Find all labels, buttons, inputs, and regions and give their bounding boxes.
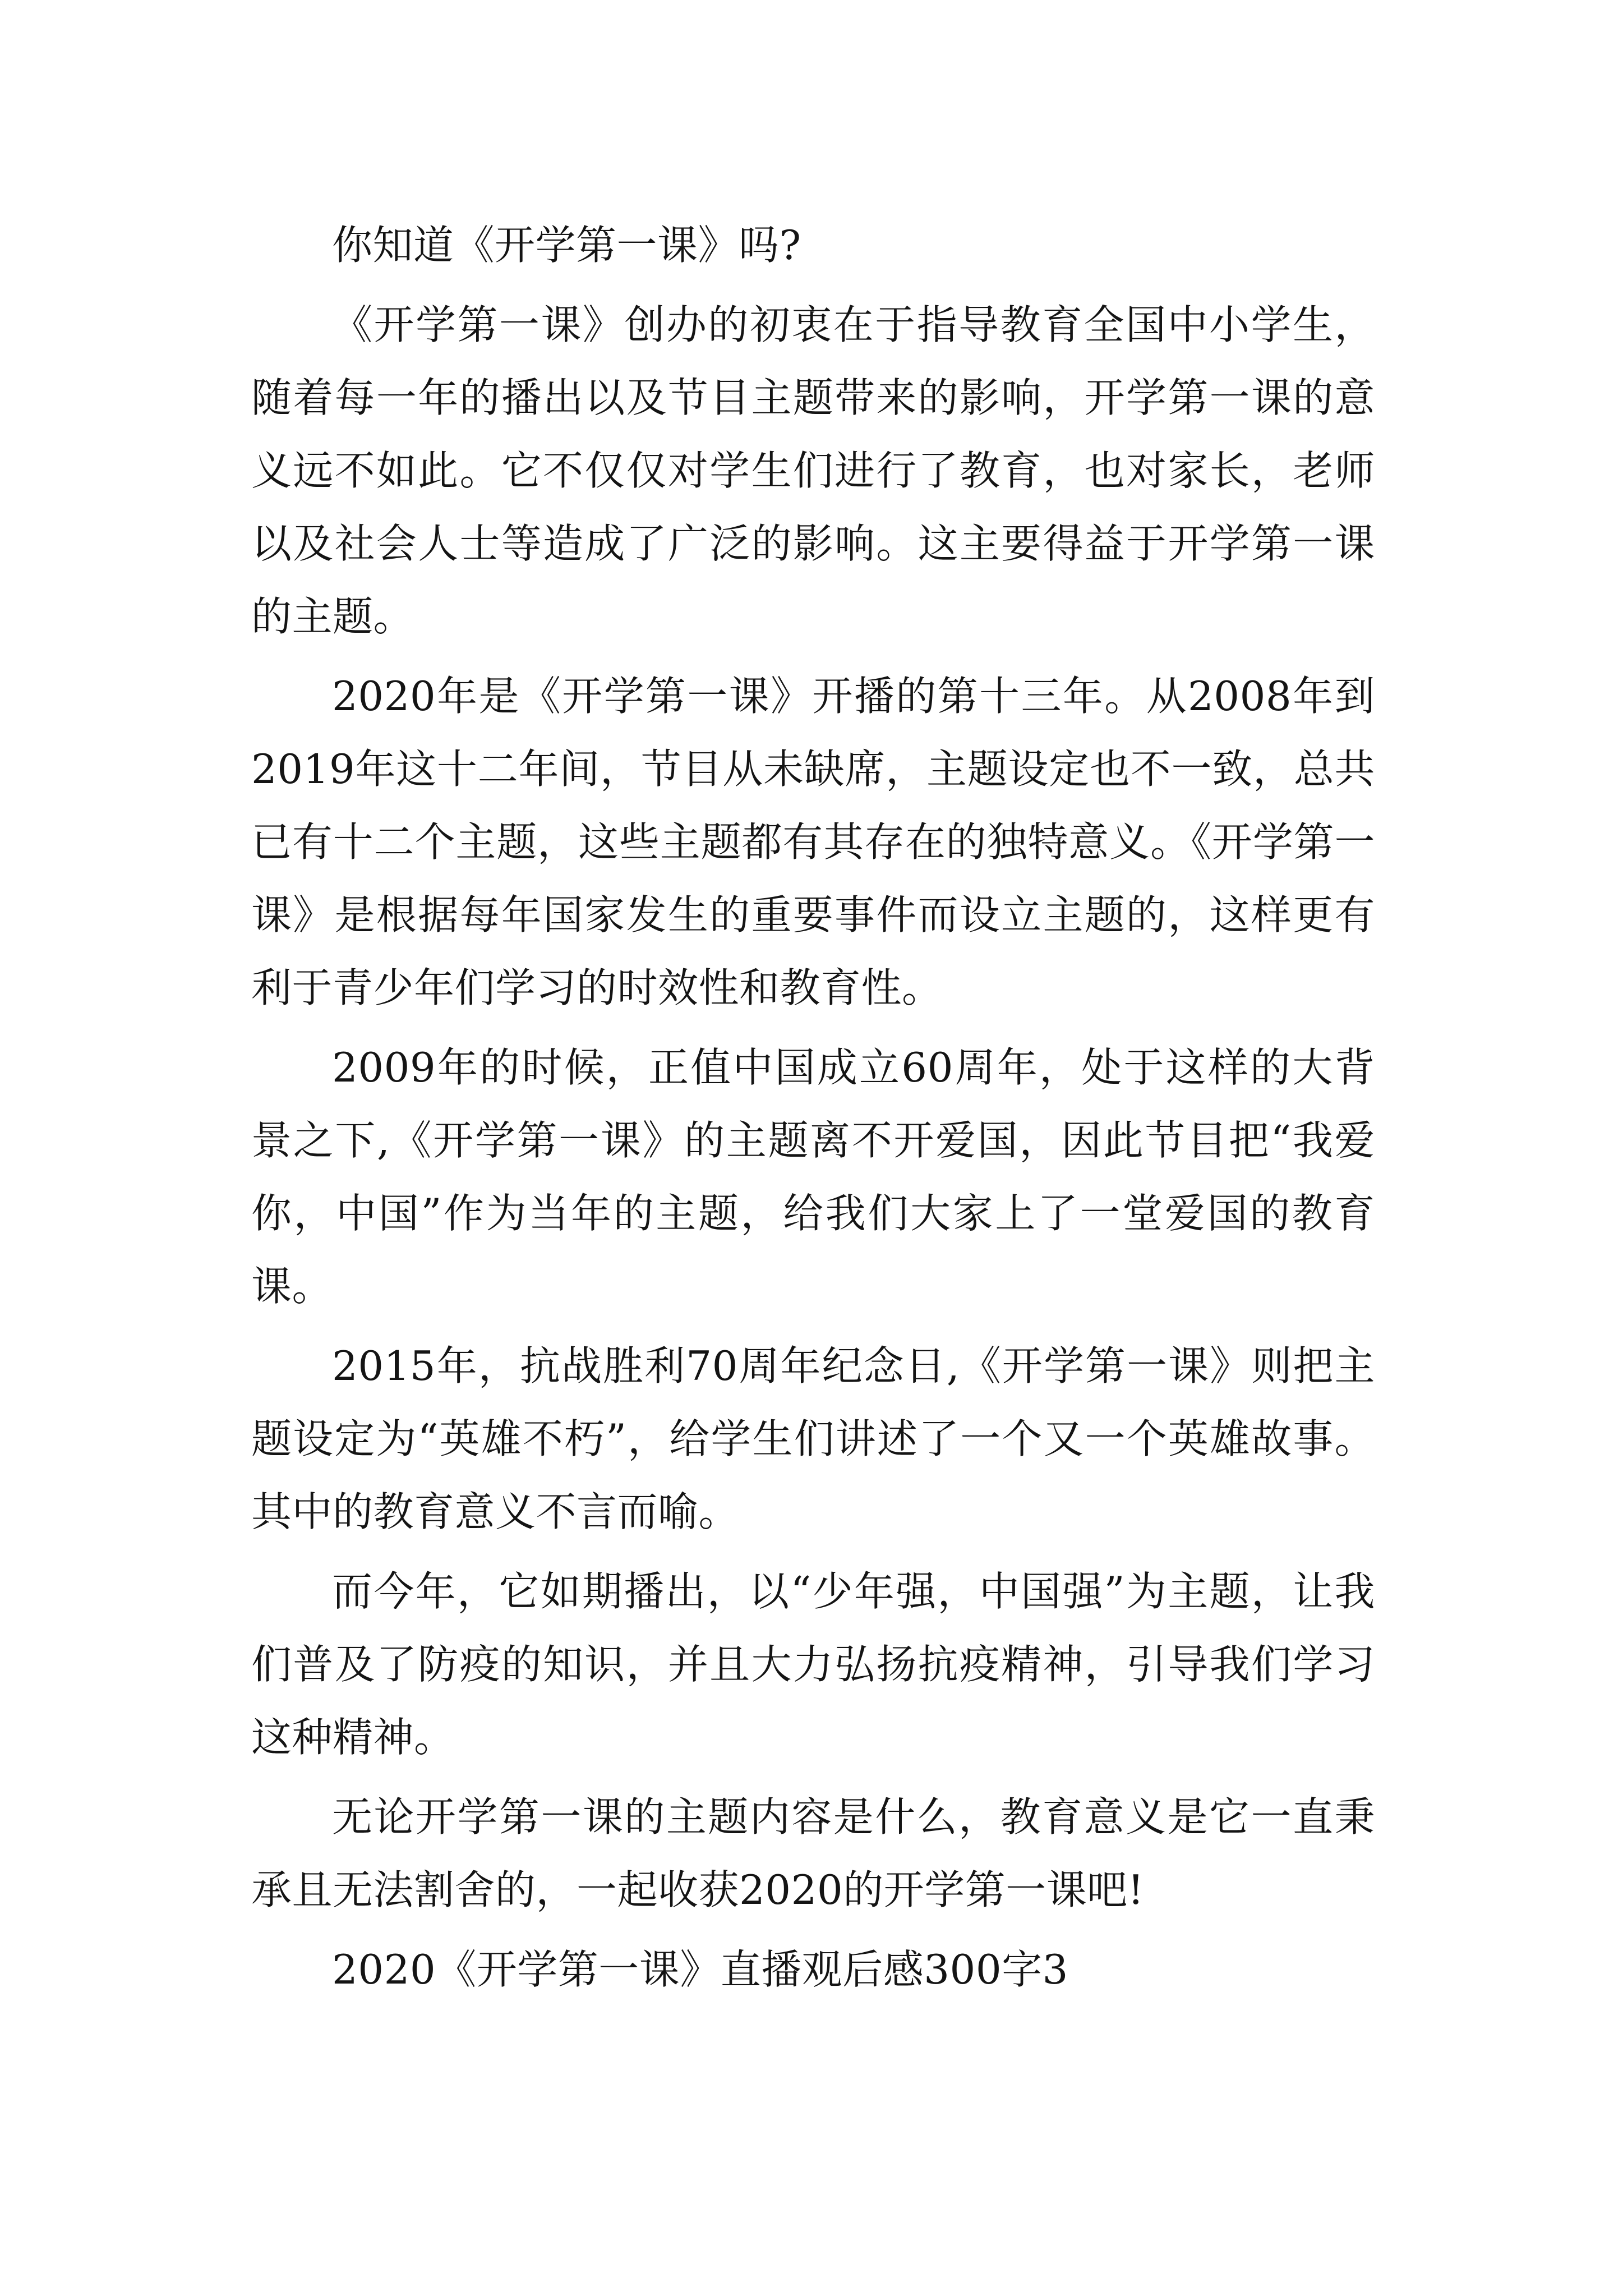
section-heading: 2020《开学第一课》直播观后感300字3 — [332, 1946, 1068, 1993]
paragraph-origin: 《开学第一课》创办的初衷在于指导教育全国中小学生，随着每一年的播出以及节目主题带来的影响，开学第一课的意义远不如此。它不仅仅对学生们进行了教育，也对家长，老师以及社会人士等造成了广泛的影响。这主要得益于开学第一课的主题。 — [251, 301, 1375, 640]
paragraph-history: 2020年是《开学第一课》开播的第十三年。从2008年到2019年这十二年间，节目从未缺席，主题设定也不一致，总共已有十二个主题，这些主题都有其存在的独特意义。《开学第一课》是根据每年国家发生的重要事件而设立主题的，这样更有利于青少年们学习的时效性和教育性。 — [251, 673, 1375, 1011]
paragraph-2015: 2015年，抗战胜利70周年纪念日,《开学第一课》则把主题设定为“英雄不朽”，给学生们讲述了一个又一个英雄故事。其中的教育意义不言而喻。 — [251, 1342, 1375, 1535]
paragraph-2009: 2009年的时候，正值中国成立60周年，处于这样的大背景之下,《开学第一课》的主题离不开爱国，因此节目把“我爱你，中国”作为当年的主题，给我们大家上了一堂爱国的教育课。 — [251, 1044, 1375, 1310]
paragraph-conclusion: 无论开学第一课的主题内容是什么，教育意义是它一直秉承且无法割舍的，一起收获2020的开学第一课吧! — [251, 1793, 1375, 1913]
paragraph-question: 你知道《开学第一课》吗? — [332, 222, 801, 269]
paragraph-this-year: 而今年，它如期播出，以“少年强，中国强”为主题，让我们普及了防疫的知识，并且大力弘扬抗疫精神，引导我们学习这种精神。 — [251, 1568, 1375, 1761]
document-body — [251, 209, 1375, 2013]
